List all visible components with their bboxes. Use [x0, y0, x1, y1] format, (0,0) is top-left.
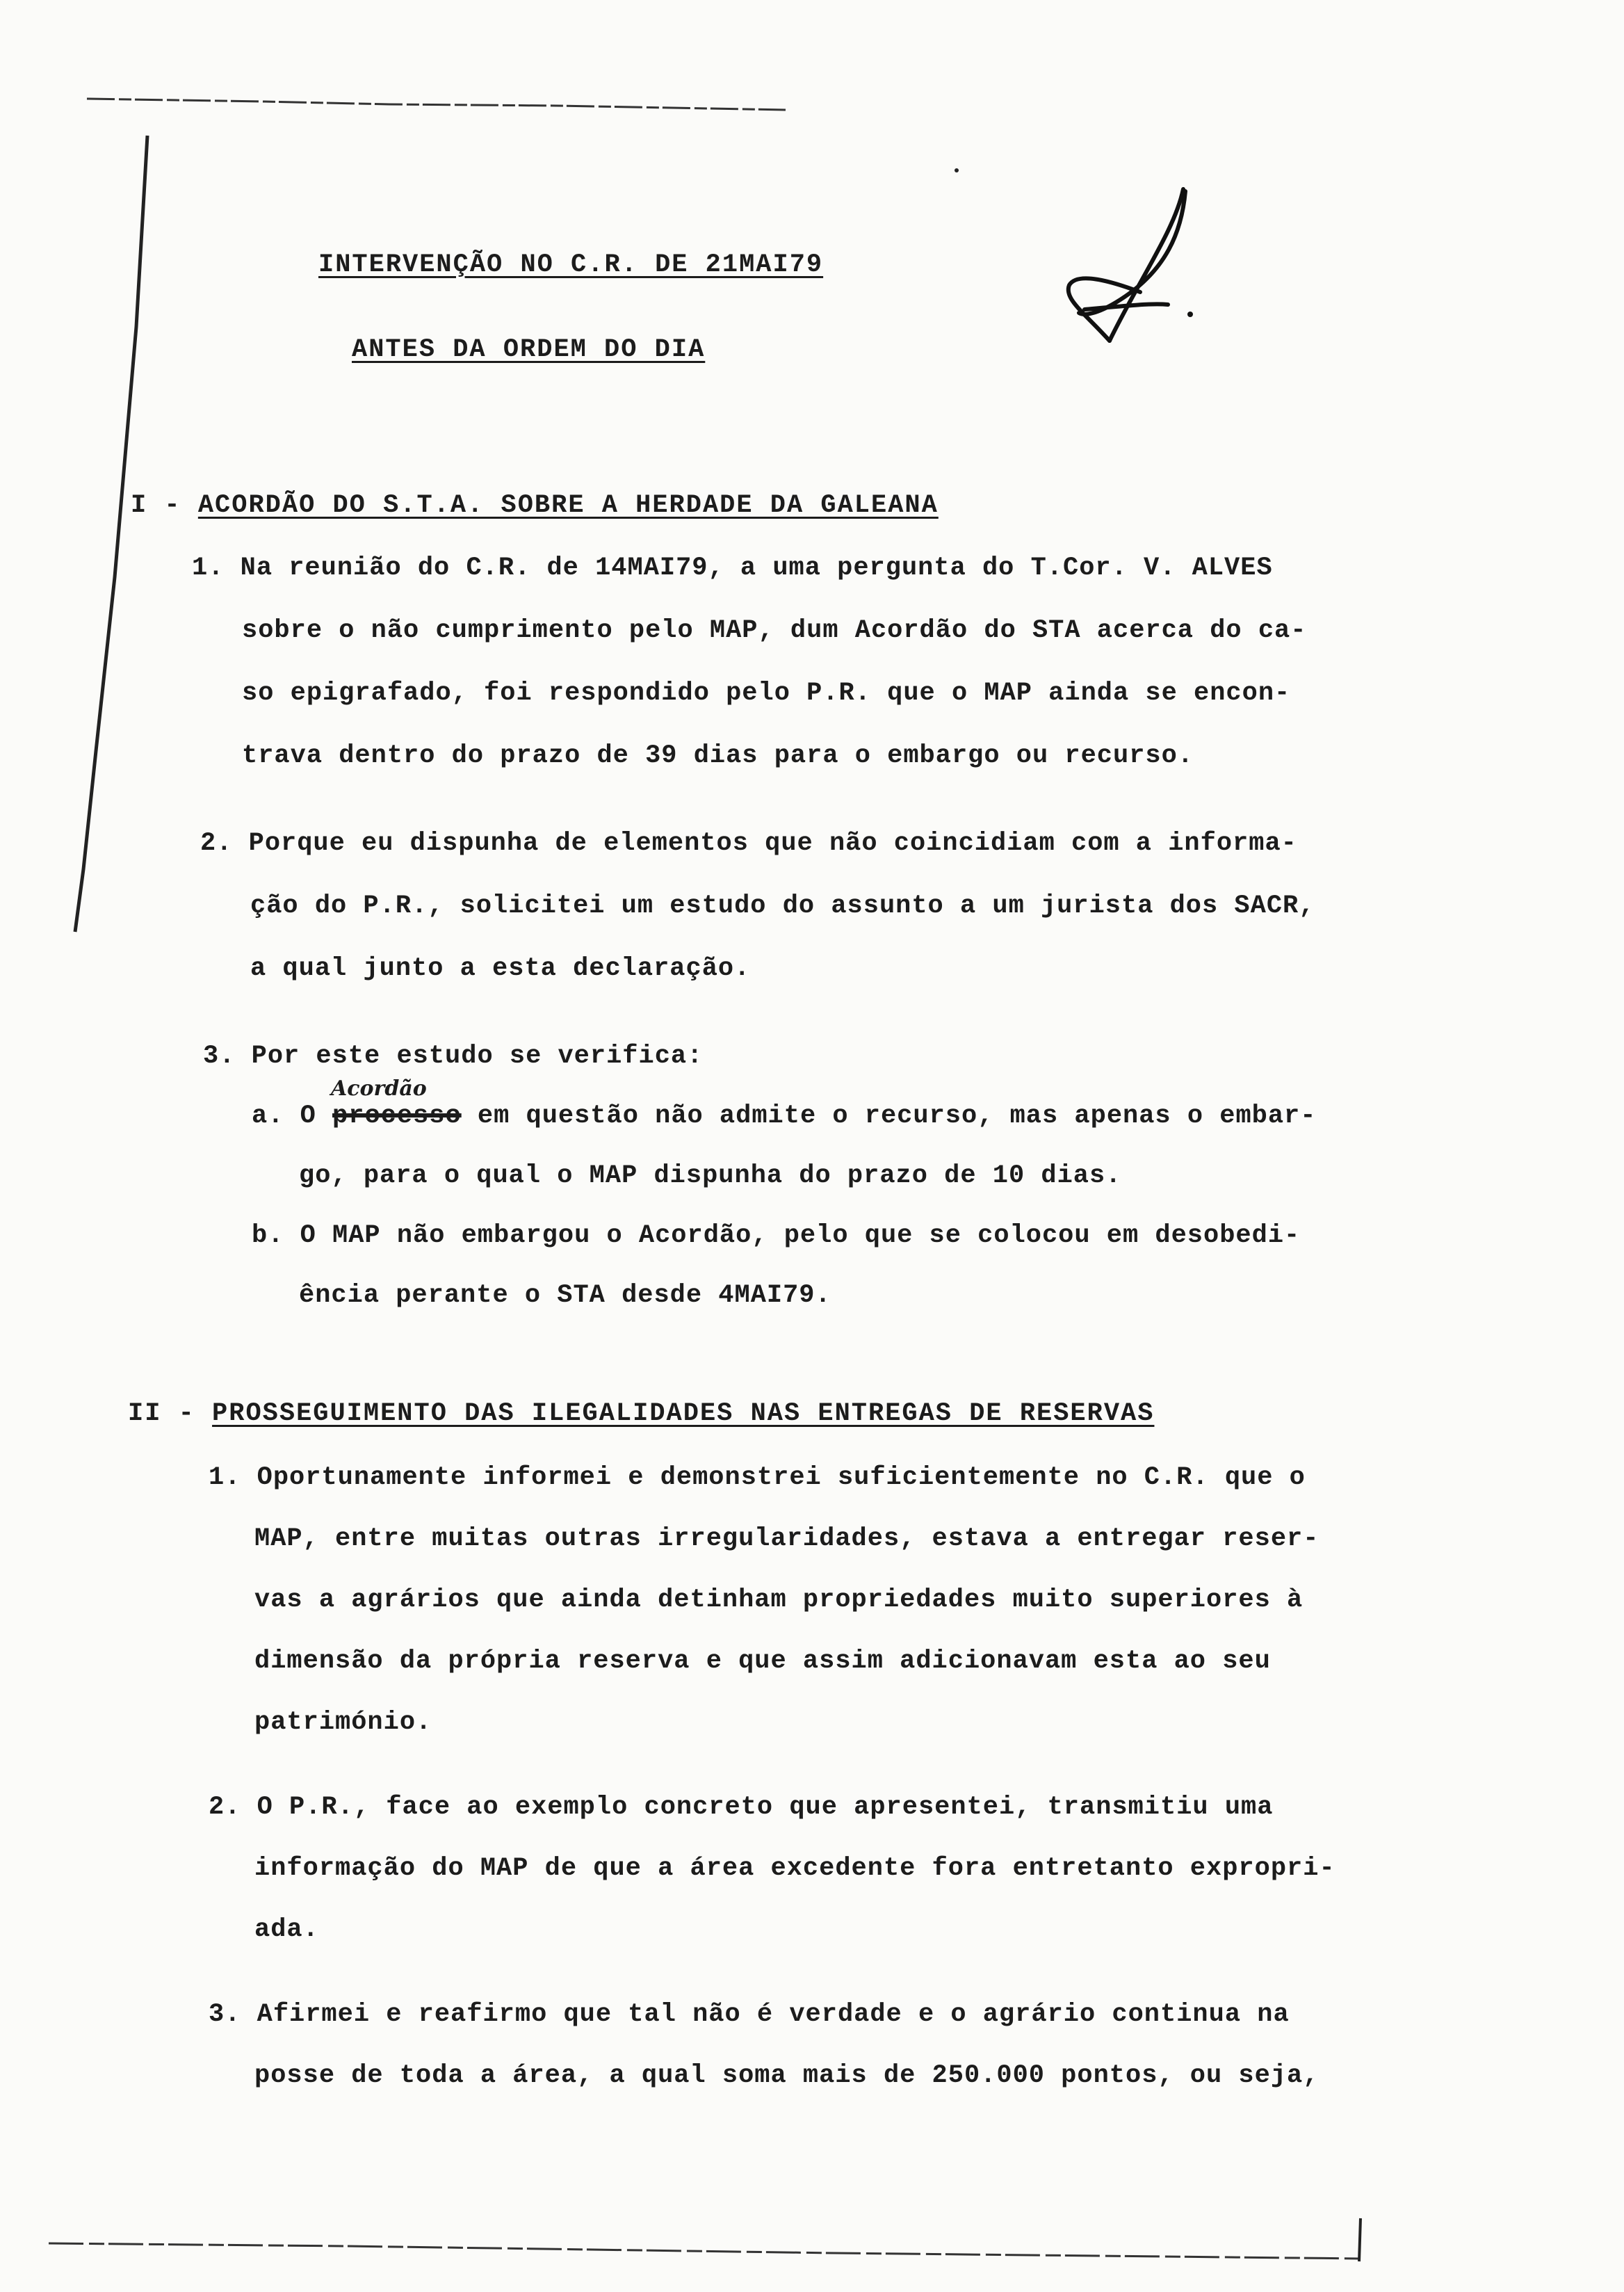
s1-p3b-line-1: b. O MAP não embargou o Acordão, pelo que se colocou em desobedi- — [252, 1221, 1301, 1250]
left-margin-line — [75, 136, 147, 932]
s1-p2-line-2: ção do P.R., solicitei um estudo do assunto a um jurista dos SACR, — [250, 891, 1315, 921]
document-title: INTERVENÇÃO NO C.R. DE 21MAI79 — [318, 250, 824, 280]
s1-p3-intro: 3. Por este estudo se verifica: — [203, 1042, 704, 1071]
s2-p2-line-1: 2. O P.R., face ao exemplo concreto que apresentei, transmitiu uma — [209, 1793, 1274, 1822]
handwritten-initials — [1069, 189, 1185, 341]
ink-dot — [1187, 312, 1193, 317]
s2-p3-line-2: posse de toda a área, a qual soma mais de 250.000 pontos, ou seja, — [254, 2061, 1320, 2090]
s1-p2-line-3: a qual junto a esta declaração. — [250, 954, 751, 983]
document-subtitle: ANTES DA ORDEM DO DIA — [352, 335, 706, 364]
s2-p1-line-2: MAP, entre muitas outras irregularidades, estava a entregar reser- — [254, 1524, 1320, 1553]
section-2-numeral: II - — [128, 1399, 195, 1428]
bottom-edge-line — [49, 2243, 1363, 2259]
section-1-title: ACORDÃO DO S.T.A. SOBRE A HERDADE DA GALEANA — [197, 491, 939, 520]
s1-p1-line-4: trava dentro do prazo de 39 dias para o embargo ou recurso. — [242, 741, 1194, 770]
s2-p1-line-3: vas a agrários que ainda detinham propriedades muito superiores à — [254, 1585, 1304, 1615]
s1-p3a-struck-word: processo — [332, 1101, 462, 1131]
s1-p3a-line-1 — [252, 1101, 1316, 1131]
section-1-numeral: I - — [131, 491, 181, 520]
s2-p1-line-1: 1. Oportunamente informei e demonstrei suficientemente no C.R. que o — [209, 1463, 1306, 1492]
s2-p2-line-3: ada. — [254, 1915, 319, 1944]
bottom-right-tick — [1359, 2218, 1361, 2261]
handwritten-correction: Acordão — [331, 1076, 427, 1101]
s2-p1-line-5: património. — [254, 1708, 432, 1737]
section-2-heading — [128, 1399, 1154, 1428]
s1-p1-line-3: so epigrafado, foi respondido pelo P.R. que o MAP ainda se encon- — [242, 679, 1291, 708]
s1-p3a-rest: em questão não admite o recurso, mas apenas o embar- — [461, 1101, 1317, 1131]
s2-p3-line-1: 3. Afirmei e reafirmo que tal não é verdade e o agrário continua na — [209, 2000, 1290, 2029]
s2-p2-line-2: informação do MAP de que a área excedente fora entretanto expropri- — [254, 1854, 1335, 1883]
section-2-title: PROSSEGUIMENTO DAS ILEGALIDADES NAS ENTREGAS DE RESERVAS — [212, 1399, 1155, 1428]
s1-p3a-prefix: a. O — [252, 1101, 333, 1131]
ink-dot-top — [955, 168, 959, 172]
s1-p3a-line-2: go, para o qual o MAP dispunha do prazo de 10 dias. — [299, 1161, 1122, 1191]
s2-p1-line-4: dimensão da própria reserva e que assim adicionavam esta ao seu — [254, 1647, 1271, 1676]
s1-p3b-line-2: ência perante o STA desde 4MAI79. — [299, 1281, 831, 1310]
s1-p1-line-2: sobre o não cumprimento pelo MAP, dum Acordão do STA acerca do ca- — [242, 616, 1307, 645]
top-edge-line — [87, 99, 786, 110]
s1-p2-line-1: 2. Porque eu dispunha de elementos que não coincidiam com a informa- — [200, 829, 1297, 858]
section-1-heading — [131, 491, 939, 520]
s1-p1-line-1: 1. Na reunião do C.R. de 14MAI79, a uma pergunta do T.Cor. V. ALVES — [192, 554, 1273, 583]
